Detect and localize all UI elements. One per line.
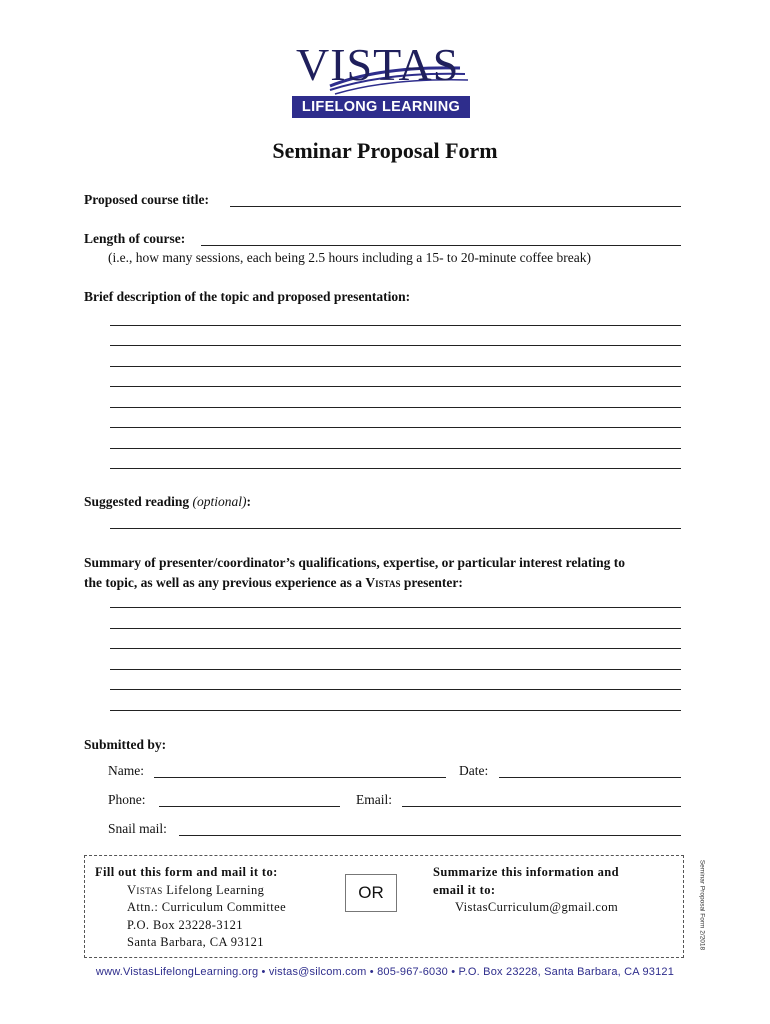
length-label: Length of course: — [84, 231, 186, 246]
snail-mail-label: Snail mail: — [108, 821, 167, 836]
email-field[interactable] — [402, 806, 681, 807]
description-line[interactable] — [110, 448, 681, 449]
name-field[interactable] — [154, 777, 446, 778]
description-line[interactable] — [110, 468, 681, 469]
footer-contact: www.VistasLifelongLearning.org • vistas@silcom.com • 805-967-6030 • P.O. Box 23228, Santa Barbara, CA 93121 — [95, 966, 675, 978]
or-label: OR — [345, 874, 397, 912]
reading-line[interactable] — [110, 528, 681, 529]
side-note-text: Seminar Proposal Form 2/2018 — [698, 859, 706, 951]
course-title-label: Proposed course title: — [84, 192, 209, 207]
email-label: Email: — [356, 792, 392, 807]
mail-address-block — [95, 864, 286, 952]
summary-line[interactable] — [110, 689, 681, 690]
page-title: Seminar Proposal Form — [272, 138, 498, 163]
summary-brand: Vistas — [365, 575, 401, 590]
mail-line-4: Santa Barbara, CA 93121 — [127, 935, 264, 949]
summary-label-line2b: presenter: — [403, 575, 463, 590]
email-block — [433, 864, 619, 917]
mail-heading: Fill out this form and mail it to: — [95, 865, 278, 879]
summary-line[interactable] — [110, 710, 681, 711]
snail-mail-field[interactable] — [179, 835, 681, 836]
email-address: VistasCurriculum@gmail.com — [455, 900, 619, 914]
email-heading-1: Summarize this information and — [433, 865, 619, 879]
reading-optional: (optional) — [192, 494, 247, 509]
summary-label-line1: Summary of presenter/coordinator’s qualifications, expertise, or particular interest relating to — [84, 555, 626, 570]
name-label: Name: — [108, 763, 144, 778]
vistas-logo — [290, 40, 474, 120]
mail-line-1-rest: Lifelong Learning — [166, 882, 265, 897]
summary-label — [84, 553, 694, 593]
summary-line[interactable] — [110, 607, 681, 608]
date-label: Date: — [459, 763, 489, 778]
date-field[interactable] — [499, 777, 681, 778]
phone-label: Phone: — [108, 792, 146, 807]
mail-line-1 — [95, 882, 286, 900]
description-line[interactable] — [110, 325, 681, 326]
reading-label — [84, 494, 251, 510]
length-hint: (i.e., how many sessions, each being 2.5 hours including a 15- to 20-minute coffee break) — [108, 250, 592, 265]
course-title-field[interactable] — [230, 206, 681, 207]
description-label: Brief description of the topic and proposed presentation: — [84, 289, 411, 304]
description-line[interactable] — [110, 407, 681, 408]
phone-field[interactable] — [159, 806, 340, 807]
description-line[interactable] — [110, 386, 681, 387]
length-field[interactable] — [201, 245, 681, 246]
description-line[interactable] — [110, 427, 681, 428]
summary-label-line2a: the topic, as well as any previous experience as a — [84, 575, 362, 590]
mail-brand: Vistas — [127, 882, 163, 897]
summary-line[interactable] — [110, 628, 681, 629]
summary-line[interactable] — [110, 669, 681, 670]
submitted-by-label: Submitted by: — [84, 737, 167, 752]
summary-line[interactable] — [110, 648, 681, 649]
mail-line-3: P.O. Box 23228-3121 — [127, 917, 243, 932]
logo-wordmark: VISTAS — [296, 39, 460, 90]
mail-line-2: Attn.: Curriculum Committee — [127, 900, 287, 914]
reading-colon: : — [246, 494, 252, 509]
email-heading-2: email it to: — [433, 882, 496, 897]
reading-label-text: Suggested reading — [84, 494, 190, 509]
description-line[interactable] — [110, 366, 681, 367]
mail-instructions-box — [84, 855, 684, 958]
logo-banner: LIFELONG LEARNING — [292, 96, 470, 118]
side-note — [695, 858, 709, 953]
description-line[interactable] — [110, 345, 681, 346]
